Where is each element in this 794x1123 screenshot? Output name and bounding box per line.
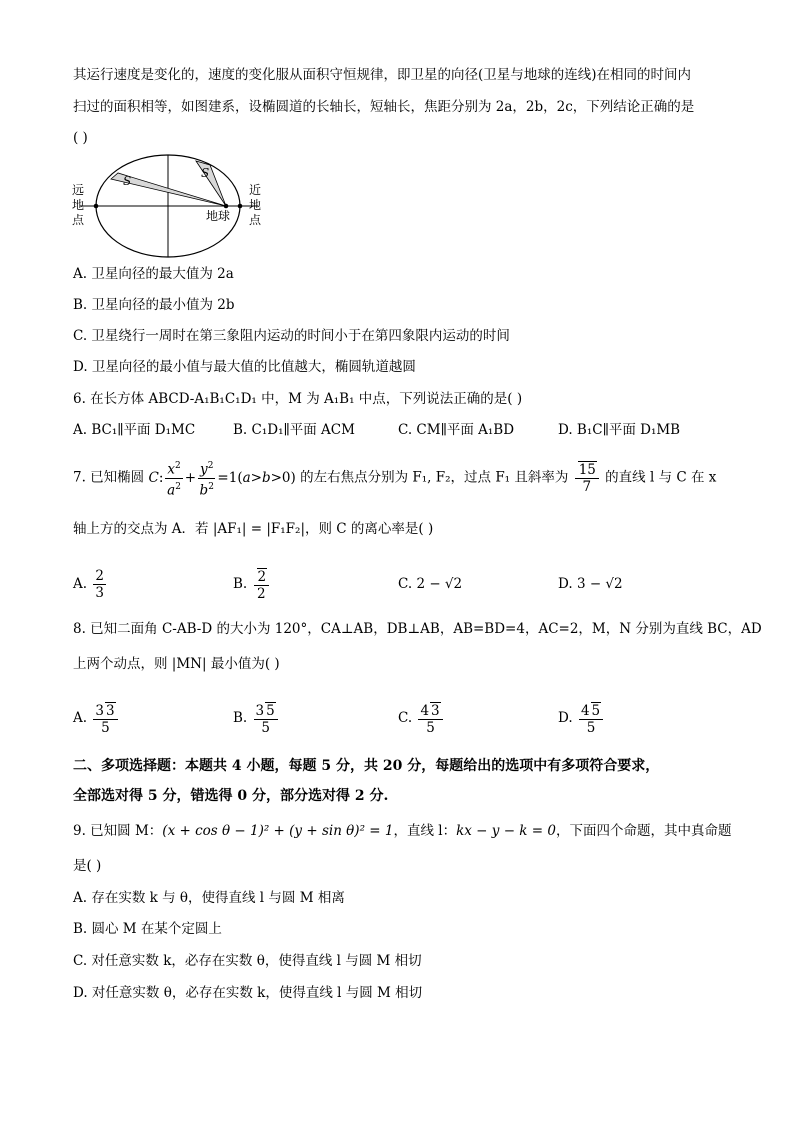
q7-option-b-label: B. xyxy=(233,576,248,592)
near-label-1: 近 xyxy=(249,183,262,197)
near-point-dot xyxy=(238,204,243,209)
near-label-3: 点 xyxy=(249,213,262,227)
q7-stem-pre: 7. 已知椭圆 xyxy=(73,469,145,486)
intro-line-3: ( ) xyxy=(73,130,88,146)
q9-stem-pre: 9. 已知圆 M： xyxy=(73,823,163,839)
q8-option-a: A. $\frac{3 3}{5}$ xyxy=(73,700,120,736)
q9-stem xyxy=(73,822,731,840)
q7-ellipse-eq: C: $\frac{x^2}{a^2}$ + $\frac{y^2}{b^2}$ =1(a>b>0) xyxy=(148,470,295,486)
q8-line-1: 8. 已知二面角 C-AB-D 的大小为 120°，CA⊥AB，DB⊥AB，AB=BD=4，AC=2，M，N 分别为直线 BC，AD xyxy=(73,621,762,637)
q8-option-d-label: D. xyxy=(558,710,573,726)
q7-option-b: B. $\frac{2}{2}$ xyxy=(233,566,271,602)
far-label-3: 点 xyxy=(72,213,85,227)
far-label-2: 地 xyxy=(72,198,85,212)
area-label-right: S xyxy=(201,166,210,180)
q9-option-d: D. 对任意实数 θ，必存在实数 k，使得直线 l 与圆 M 相切 xyxy=(73,985,423,1001)
q7-option-d-label: D. xyxy=(558,576,573,592)
q5-option-b: B. 卫星向径的最小值为 2b xyxy=(73,297,235,313)
q8-option-b-label: B. xyxy=(233,710,248,726)
q7-line-2: 轴上方的交点为 A．若 |AF₁| = |F₁F₂|，则 C 的离心率是( ) xyxy=(73,521,434,537)
far-label-1: 远 xyxy=(72,183,85,197)
far-point-dot xyxy=(94,204,99,209)
q6-option-d: D. B₁C∥平面 D₁MB xyxy=(558,422,681,438)
q8-line-2: 上两个动点，则 |MN| 最小值为( ) xyxy=(73,656,280,672)
near-label-2: 地 xyxy=(249,198,262,212)
q9-stem-post: ，下面四个命题，其中真命题 xyxy=(555,823,732,839)
q8-option-c-label: C. xyxy=(398,710,413,726)
q5-option-c: C. 卫星绕行一周时在第三象阻内运动的时间小于在第四象限内运动的时间 xyxy=(73,328,510,344)
q7-option-c xyxy=(398,575,462,593)
q7-slope: $\frac{15}{7}$ xyxy=(575,461,599,495)
q8-option-b: B. $\frac{3 5}{5}$ xyxy=(233,700,280,736)
q9-line-eq: kx − y − k = 0 xyxy=(456,823,556,839)
q5-option-a: A. 卫星向径的最大值为 2a xyxy=(73,266,234,282)
q9-stem-mid: ，直线 l： xyxy=(393,823,457,839)
q9-option-b: B. 圆心 M 在某个定圆上 xyxy=(73,921,222,937)
q8-option-d: D. $\frac{4 5}{5}$ xyxy=(558,700,605,736)
q9-option-a: A. 存在实数 k 与 θ，使得直线 l 与圆 M 相离 xyxy=(73,890,345,906)
q9-line-2: 是( ) xyxy=(73,858,102,874)
q7-option-d-value: 3 − √2 xyxy=(576,576,623,592)
earth-label: 地球 xyxy=(206,209,231,223)
section2-line-1: 二、多项选择题：本题共 4 小题，每题 5 分，共 20 分，每题给出的选项中有多项符合要求， xyxy=(73,758,660,774)
intro-line-2: 扫过的面积相等，如图建系，设椭圆道的长轴长，短轴长，焦距分别为 2a，2b，2c，下列结论正确的是 xyxy=(73,99,695,115)
section2-line-2: 全部选对得 5 分，错选得 0 分，部分选对得 2 分. xyxy=(73,788,389,804)
q5-option-d: D. 卫星向径的最小值与最大值的比值越大，椭圆轨道越圆 xyxy=(73,359,416,375)
q7-stem xyxy=(73,458,716,498)
orbit-figure xyxy=(68,150,278,262)
q9-circle-eq: (x + cos θ − 1)² + (y + sin θ)² = 1 xyxy=(162,823,394,839)
q6-stem: 6. 在长方体 ABCD-A₁B₁C₁D₁ 中，M 为 A₁B₁ 中点，下列说法正确的是( ) xyxy=(73,391,523,407)
q7-option-d xyxy=(558,575,623,593)
q6-option-a: A. BC₁∥平面 D₁MC xyxy=(73,422,196,438)
q7-option-a: A. $\frac{2}{3}$ xyxy=(73,568,104,601)
q7-option-c-label: C. xyxy=(398,576,413,592)
q6-option-c: C. CM∥平面 A₁BD xyxy=(398,422,515,438)
q6-option-b: B. C₁D₁∥平面 ACM xyxy=(233,422,355,438)
earth-dot xyxy=(224,204,229,209)
area-label-left: S xyxy=(123,174,132,188)
q7-stem-post: 的直线 l 与 C 在 x xyxy=(605,469,717,486)
q8-option-a-label: A. xyxy=(73,710,88,726)
q7-option-a-label: A. xyxy=(73,576,88,592)
q7-option-c-value: 2 − √2 xyxy=(416,576,463,592)
q8-option-c: C. $\frac{4 3}{5}$ xyxy=(398,700,445,736)
q7-stem-mid: 的左右焦点分别为 F₁, F₂，过点 F₁ 且斜率为 xyxy=(300,469,569,486)
intro-line-1: 其运行速度是变化的，速度的变化服从面积守恒规律，即卫星的向径(卫星与地球的连线)在相同的时间内 xyxy=(73,67,692,83)
q9-option-c: C. 对任意实数 k，必存在实数 θ，使得直线 l 与圆 M 相切 xyxy=(73,953,422,969)
